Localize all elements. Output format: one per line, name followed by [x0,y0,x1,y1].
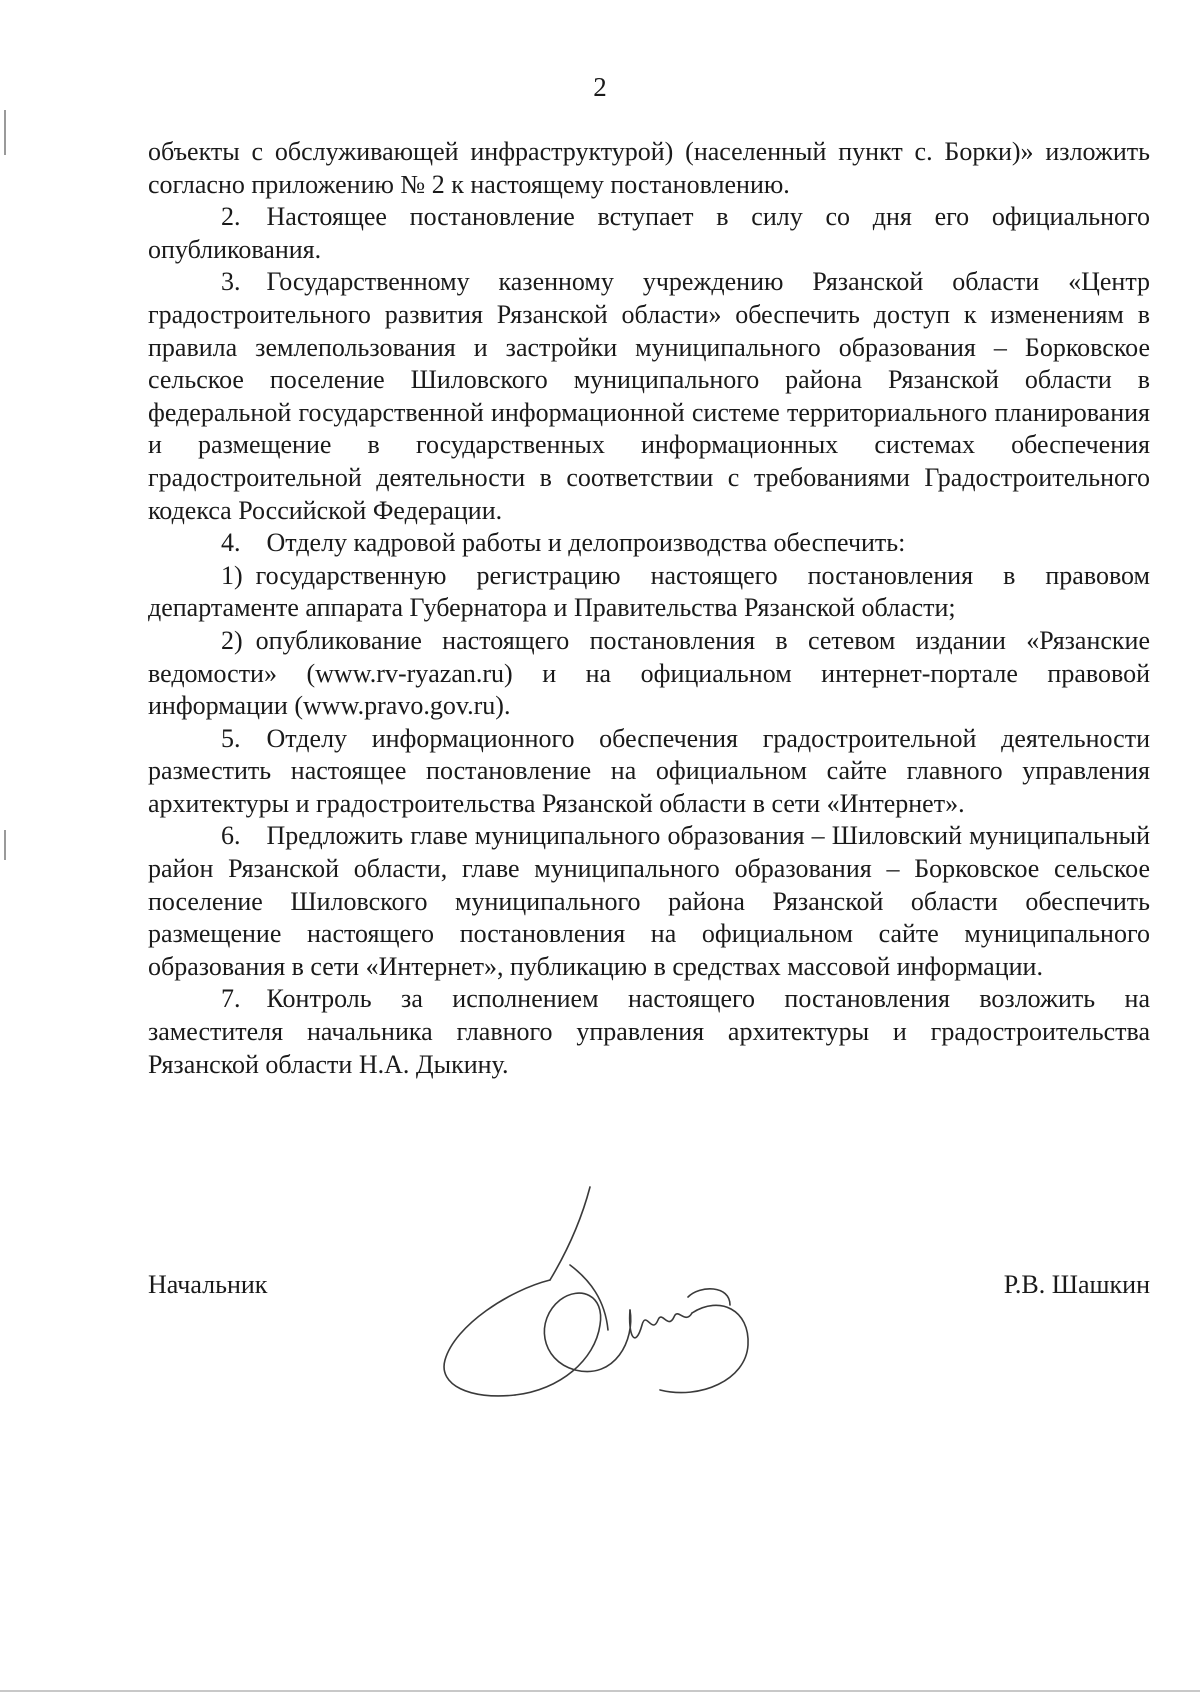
paragraph-item-6: 6. Предложить главе муниципального образования – Шиловский муниципальный район Рязанской области, главе муниципального образования – Борковское сельское поселение Шиловского муниципального района Рязанской области обеспечить размещение настоящего постановления на официальном сайте муниципального образования в сети «Интернет», публикацию в средствах массовой информации. [148,821,1150,981]
scan-edge-mark [4,110,6,155]
signatory-title: Начальник [148,1270,268,1299]
scan-edge-mark [0,1690,1200,1692]
paragraph-item-7: 7. Контроль за исполнением настоящего постановления возложить на заместителя начальника главного управления архитектуры и градостроительства Рязанской области Н.А. Дыкину. [148,984,1150,1079]
handwritten-signature [430,1185,770,1415]
signatory-name: Р.В. Шашкин [1003,1270,1150,1299]
document-body [148,136,1150,1081]
page-number: 2 [593,72,607,102]
scan-edge-mark [4,830,6,860]
paragraph-subitem-1: 1) государственную регистрацию настоящего постановления в правовом департаменте аппарата Губернатора и Правительства Рязанской области; [148,560,1150,623]
paragraph-item-5: 5. Отделу информационного обеспечения градостроительной деятельности разместить настоящее постановление на официальном сайте главного управления архитектуры и градостроительства Рязанской области в сети «Интернет». [148,723,1150,818]
paragraph-item-2: 2. Настоящее постановление вступает в силу со дня его официального опубликования. [148,202,1150,264]
paragraph-subitem-2: 2) опубликование настоящего постановления в сетевом издании «Рязанские ведомости» (www.rv-ryazan.ru) и на официальном интернет-портале правовой информации (www.pravo.gov.ru). [148,625,1150,721]
paragraph-item-3: 3. Государственному казенному учреждению Рязанской области «Центр градостроительного развития Рязанской области» обеспечить доступ к изменениям в правила землепользования и застройки муниципального образования – Борковское сельское поселение Шиловского муниципального района Рязанской области в федеральной государственной информационной системе территориального планирования и размещение в государственных информационных системах обеспечения градостроительной деятельности в соответствии с требованиями Градостроительного кодекса Российской Федерации. [148,267,1150,525]
paragraph-item-4: 4. Отделу кадровой работы и делопроизводства обеспечить: [221,528,906,558]
paragraph-continuation: объекты с обслуживающей инфраструктурой) (населенный пункт с. Борки)» изложить согласно приложению № 2 к настоящему постановлению. [148,137,1150,199]
